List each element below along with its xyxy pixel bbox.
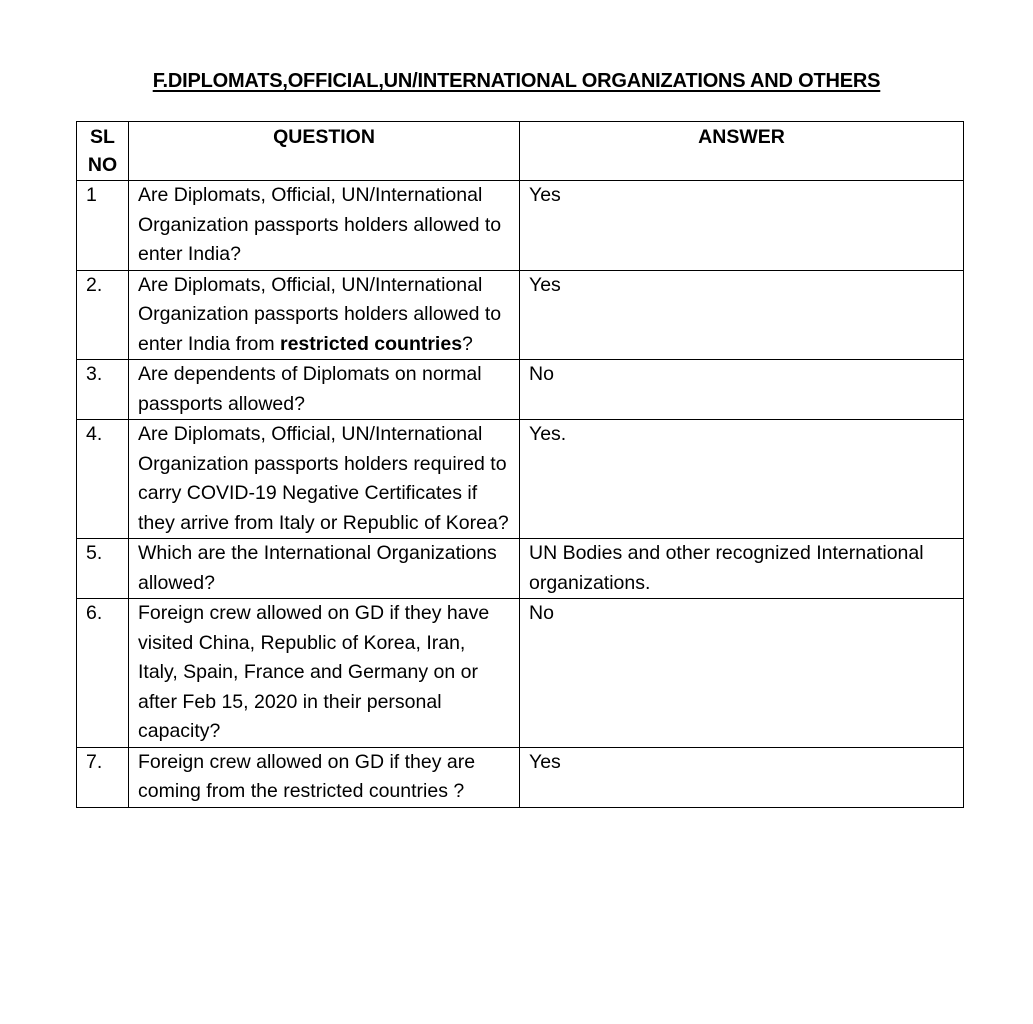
row-sl-number: 2. [77, 270, 129, 360]
row-sl-number: 3. [77, 360, 129, 420]
row-sl-number: 6. [77, 599, 129, 748]
row-sl-number: 5. [77, 539, 129, 599]
row-answer: Yes [520, 181, 964, 271]
column-header-question: QUESTION [129, 122, 520, 181]
table-row [77, 270, 964, 360]
table-row [77, 599, 964, 748]
row-answer: Yes [520, 747, 964, 807]
row-question: Are dependents of Diplomats on normal passports allowed? [129, 360, 520, 420]
column-header-no: NO [87, 154, 118, 176]
column-header-sl: SL [90, 126, 115, 148]
question-emphasis: restricted countries [279, 332, 463, 355]
row-question: Are Diplomats, Official, UN/International Organization passports holders required to carry COVID-19 Negative Certificates if they arrive from Italy or Republic of Korea? [129, 420, 520, 539]
row-sl-number: 1 [77, 181, 129, 271]
table-row [77, 360, 964, 420]
question-text-end: ? [462, 332, 473, 355]
row-question: Foreign crew allowed on GD if they are coming from the restricted countries ? [129, 747, 520, 807]
column-header-answer: ANSWER [520, 122, 964, 181]
row-answer: Yes [520, 270, 964, 360]
row-sl-number: 4. [77, 420, 129, 539]
question-text: Are Diplomats, Official, UN/International Organization passports holders allowed to enter India from [138, 273, 502, 355]
row-question: Which are the International Organizations allowed? [129, 539, 520, 599]
row-answer: UN Bodies and other recognized International organizations. [520, 539, 964, 599]
table-row [77, 747, 964, 807]
row-answer: Yes. [520, 420, 964, 539]
table-row [77, 181, 964, 271]
row-question [129, 270, 520, 360]
table-header-row [77, 122, 964, 181]
row-answer: No [520, 360, 964, 420]
page-title: F.DIPLOMATS,OFFICIAL,UN/INTERNATIONAL ORGANIZATIONS AND OTHERS [152, 70, 881, 92]
row-question: Foreign crew allowed on GD if they have visited China, Republic of Korea, Iran, Italy, Spain, France and Germany on or after Feb 15, 2020 in their personal capacity? [129, 599, 520, 748]
row-question: Are Diplomats, Official, UN/International Organization passports holders allowed to enter India? [129, 181, 520, 271]
faq-table [76, 121, 964, 808]
row-answer: No [520, 599, 964, 748]
row-sl-number: 7. [77, 747, 129, 807]
table-row [77, 420, 964, 539]
column-header-sl-no [77, 122, 129, 181]
table-row [77, 539, 964, 599]
